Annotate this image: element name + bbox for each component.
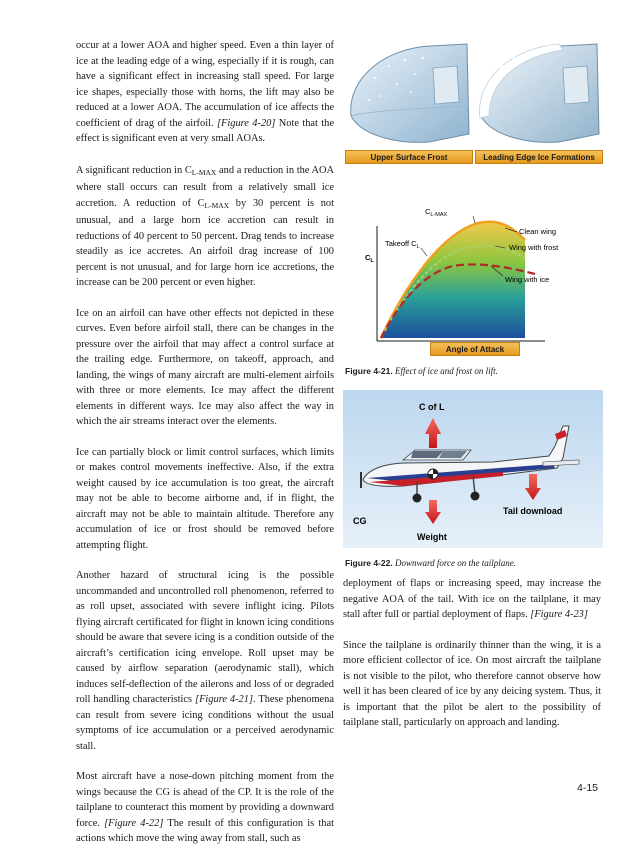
leading-edge-ice-label: Leading Edge Ice Formations bbox=[475, 150, 603, 164]
paragraph-5: Another hazard of structural icing is the possible uncommanded and uncontrolled roll phenomenon, referred to as roll upset, associated with severe inflight icing. Pilots flying aircraft certificated for flight in known icing conditions should be aware that severe icing is a condition outside of the aircraft’s certification icing envelope. Roll upset may be caused by airflow separation (aerodynamic stall), which induces self-deflection of the ailerons and loss of or degraded roll handling characteristics [Figure 4-21]. These phenomena can result from severe icing conditions without the usual symptoms of ice accumulation or a perceived aerodynamic stall. bbox=[76, 570, 334, 752]
clmax-label: $C_{L-MAX}$ bbox=[425, 207, 448, 218]
figure-4-21-caption: Figure 4-21. Effect of ice and frost on lift. bbox=[345, 366, 498, 376]
figure-reference: [Figure 4-23] bbox=[530, 609, 588, 620]
weight-label: Weight bbox=[417, 532, 447, 542]
lift-curve-chart bbox=[345, 166, 603, 358]
paragraph-2: A significant reduction in $C_{L-MAX}$ and a reduction in the AOA where stall occurs can result from a relatively small ice accretion. A reduction of $C_{L-MAX}$ by 30 percent is not unusual, and a large horn ice accretion can result in reductions of 40 percent to 50 percent. Drag tends to increase steadily as ice accretes. An airfoil drag increase of 100 percent is not unusual, and for large horn ice accretions, the increase can be 200 percent or even higher. bbox=[76, 164, 335, 288]
c-of-l-label: C of L bbox=[419, 402, 445, 412]
angle-of-attack-label: Angle of Attack bbox=[430, 342, 520, 356]
figure-reference: [Figure 4-22] bbox=[104, 817, 164, 829]
tailplane-diagram bbox=[343, 390, 603, 548]
cg-label: CG bbox=[353, 516, 367, 526]
ice-wing-label: Wing with ice bbox=[505, 275, 550, 284]
paragraph-4: Ice can partially block or limit control surfaces, which limits or makes control movements ineffective. Also, if the extra weight caused by ice accumulation is too great, the aircraft may not be able to become airborne and, if in flight, the aircraft may not be able to maintain altitude. Therefore any accumulation of ice or frost should be removed before attempting flight. bbox=[76, 446, 334, 551]
tail-download-label: Tail download bbox=[503, 506, 563, 516]
page-number: 4-15 bbox=[576, 782, 598, 794]
left-column bbox=[76, 38, 334, 862]
takeoff-cl-label: Takeoff $C_L$ bbox=[385, 239, 420, 250]
frost-wing-label: Wing with frost bbox=[509, 243, 559, 252]
figure-reference: [Figure 4-21] bbox=[195, 694, 253, 705]
paragraph-1: occur at a lower AOA and higher speed. Even a thin layer of ice at the leading edge of a wing, especially if it is rough, can have a significant effect in increasing stall speed. For large ice shapes, especially those with horns, the lift may also be reduced at a lower AOA. The accumulation of ice affects the coefficient of drag of the airfoil. [Figure 4-20] Note that the effect is significant even at very small AOAs. bbox=[76, 40, 334, 144]
cl-axis-label: $C_L$ bbox=[365, 253, 374, 264]
upper-surface-frost-label: Upper Surface Frost bbox=[345, 150, 473, 164]
figure-reference: [Figure 4-20] bbox=[216, 117, 276, 129]
right-paragraph-2: Since the tailplane is ordinarily thinner than the wing, it is a more efficient collector of ice. On most aircraft the tailplane is not visible to the pilot, who therefore cannot observe how well it has been cleared of ice by any deicing system. Thus, it is important that the pilot be alert to the possibility of tailplane stall, particularly on approach and landing. bbox=[343, 639, 601, 728]
right-paragraph-1: deployment of flaps or increasing speed, may increase the negative AOA of the tail. With ice on the tailplane, it may stall after full or partial deployment of flaps. [Figure 4-23] bbox=[343, 578, 601, 620]
clean-wing-label: Clean wing bbox=[519, 227, 557, 236]
paragraph-6: Most aircraft have a nose-down pitching moment from the wings because the CG is ahead of the CP. It is the role of the tailplane to counteract this moment by providing a downward force. [Figure 4-22] The result of this configuration is that actions which move the wing away from stall, such as bbox=[76, 771, 334, 844]
frost-wing-illustration bbox=[345, 38, 473, 148]
figure-4-22-caption: Figure 4-22. Downward force on the tailplane. bbox=[345, 558, 517, 568]
paragraph-3: Ice on an airfoil can have other effects not depicted in these curves. Even before airfoil stall, there can be changes in the pressure over the airfoil that may affect a control surface at the trailing edge. Furthermore, on takeoff, approach, and landing, the wings of many aircraft are multi-element airfoils with three or more elements. Ice may affect the different elements in different ways. Ice may also affect the way in which the air streams interact over the elements. bbox=[76, 307, 334, 427]
right-column bbox=[343, 576, 601, 746]
ice-wing-illustration bbox=[475, 38, 603, 148]
